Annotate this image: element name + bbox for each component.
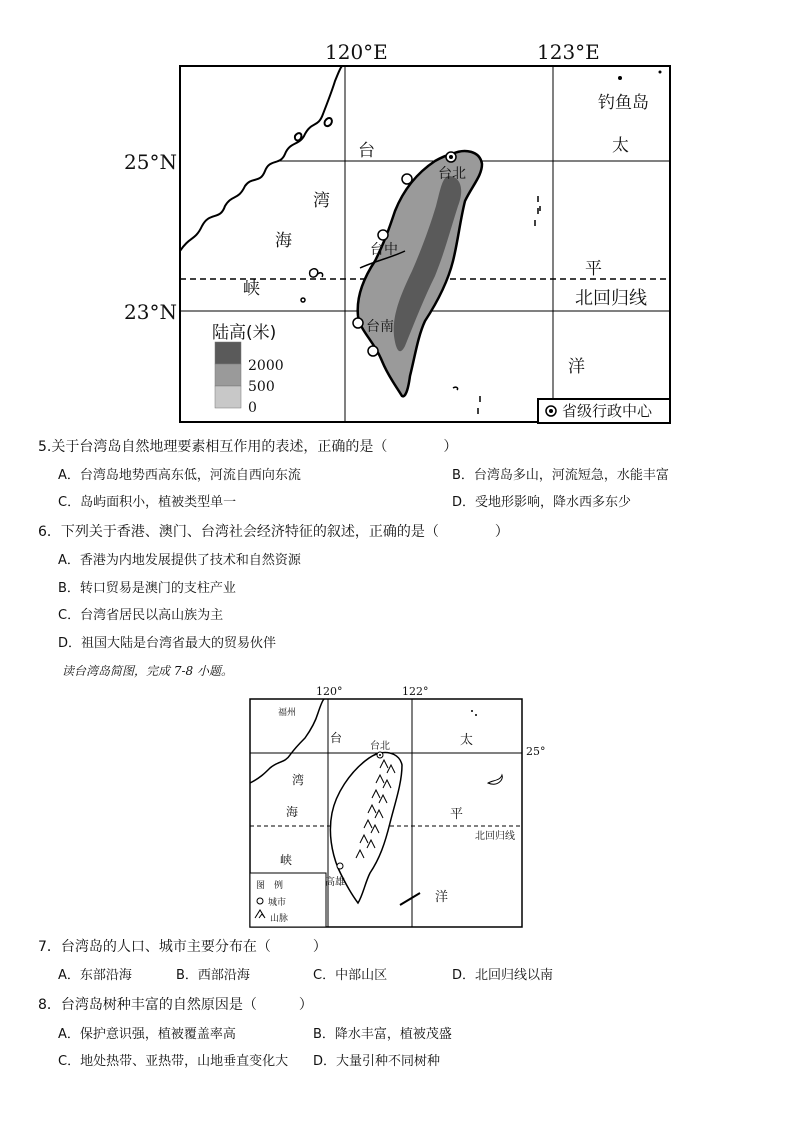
label-tai-strait-1: 台 — [358, 141, 375, 161]
question-number: 8． — [38, 997, 61, 1013]
label-diaoyudao: 钓鱼岛 — [598, 93, 649, 113]
legend-value-500: 500 — [248, 379, 275, 395]
taiwan-elevation-map — [120, 36, 680, 428]
q5-option-c[interactable]: C．岛屿面积小，植被类型单一 — [58, 495, 237, 510]
city-tainan: 台南 — [366, 319, 394, 335]
m2-lon-120: 120° — [316, 685, 343, 698]
label-ping-ocean: 平 — [585, 259, 602, 279]
q5-option-d[interactable]: D．受地形影响，降水西多东少 — [452, 495, 632, 510]
lat-label-25: 25°N — [124, 150, 177, 174]
q8-option-a[interactable]: A．保护意识强，植被覆盖率高 — [58, 1027, 236, 1042]
taiwan-sketch-map — [240, 683, 546, 929]
question-7 — [38, 938, 327, 956]
q5-option-b[interactable]: B．台湾岛多山，河流短急，水能丰富 — [452, 468, 669, 483]
q6-option-d[interactable]: D．祖国大陆是台湾省最大的贸易伙伴 — [58, 636, 277, 651]
question-5 — [38, 438, 457, 456]
m2-legend-city: 城市 — [268, 898, 287, 908]
question-number: 7． — [38, 939, 61, 955]
instruction-text: 读台湾岛简图，完成 7-8 小题。 — [62, 664, 233, 678]
m2-hai: 海 — [286, 805, 299, 819]
map2-graphic — [240, 683, 540, 929]
question-stem: 下列关于香港、澳门、台湾社会经济特征的叙述，正确的是（ ） — [60, 524, 509, 540]
m2-yang: 洋 — [435, 890, 449, 905]
question-stem: 台湾岛的人口、城市主要分布在（ ） — [60, 939, 327, 955]
legend-admin-center: 省级行政中心 — [562, 402, 653, 420]
m2-legend-mountain: 山脉 — [270, 914, 289, 924]
label-wan-strait-2: 湾 — [313, 191, 330, 211]
legend-title: 陆高(米) — [212, 323, 277, 343]
question-number: 5. — [38, 439, 52, 455]
city-taipei: 台北 — [438, 166, 466, 182]
m2-legend-title: 图 例 — [256, 881, 284, 891]
lon-label-120: 120°E — [325, 40, 388, 64]
m2-lat-25: 25° — [526, 745, 546, 758]
q5-option-a[interactable]: A．台湾岛地势西高东低，河流自西向东流 — [58, 468, 301, 483]
q7-option-a[interactable]: A．东部沿海 — [58, 968, 132, 983]
label-tropic: 北回归线 — [575, 288, 647, 309]
lon-label-123: 123°E — [537, 40, 600, 64]
lat-label-23: 23°N — [124, 300, 177, 324]
m2-tai-ocean: 太 — [460, 733, 474, 748]
q7-option-d[interactable]: D．北回归线以南 — [452, 968, 554, 983]
m2-taibei: 台北 — [370, 741, 390, 752]
m2-tropic: 北回归线 — [475, 831, 515, 842]
m2-lon-122: 122° — [402, 685, 429, 698]
question-number: 6． — [38, 524, 61, 540]
m2-gaoxiong: 高雄 — [325, 877, 345, 888]
q8-option-b[interactable]: B．降水丰富，植被茂盛 — [313, 1027, 452, 1042]
question-6 — [38, 523, 509, 541]
map1-graphic — [120, 36, 680, 428]
q6-option-c[interactable]: C．台湾省居民以高山族为主 — [58, 608, 224, 623]
legend-value-2000: 2000 — [248, 358, 284, 374]
label-xia-strait-4: 峡 — [243, 279, 260, 299]
q7-option-b[interactable]: B．西部沿海 — [176, 968, 250, 983]
q6-option-a[interactable]: A．香港为内地发展提供了技术和自然资源 — [58, 553, 301, 568]
m2-ping: 平 — [450, 807, 464, 822]
q7-option-c[interactable]: C．中部山区 — [313, 968, 388, 983]
m2-tai: 台 — [330, 731, 343, 745]
city-taichung: 台中 — [370, 242, 398, 258]
m2-fuzhou: 福州 — [278, 708, 297, 718]
question-stem: 台湾岛树种丰富的自然原因是（ ） — [60, 997, 313, 1013]
legend-value-0: 0 — [248, 400, 257, 416]
q6-option-b[interactable]: B．转口贸易是澳门的支柱产业 — [58, 581, 236, 596]
q8-option-d[interactable]: D．大量引种不同树种 — [313, 1054, 441, 1069]
m2-xia: 峡 — [280, 853, 293, 867]
q8-option-c[interactable]: C．地处热带、亚热带，山地垂直变化大 — [58, 1054, 289, 1069]
label-yang-ocean: 洋 — [568, 357, 585, 377]
label-hai-strait-3: 海 — [275, 231, 292, 251]
question-8 — [38, 996, 313, 1014]
m2-wan: 湾 — [292, 773, 305, 787]
label-tai-ocean: 太 — [612, 136, 629, 156]
question-stem: 关于台湾岛自然地理要素相互作用的表述，正确的是（ ） — [51, 439, 458, 455]
